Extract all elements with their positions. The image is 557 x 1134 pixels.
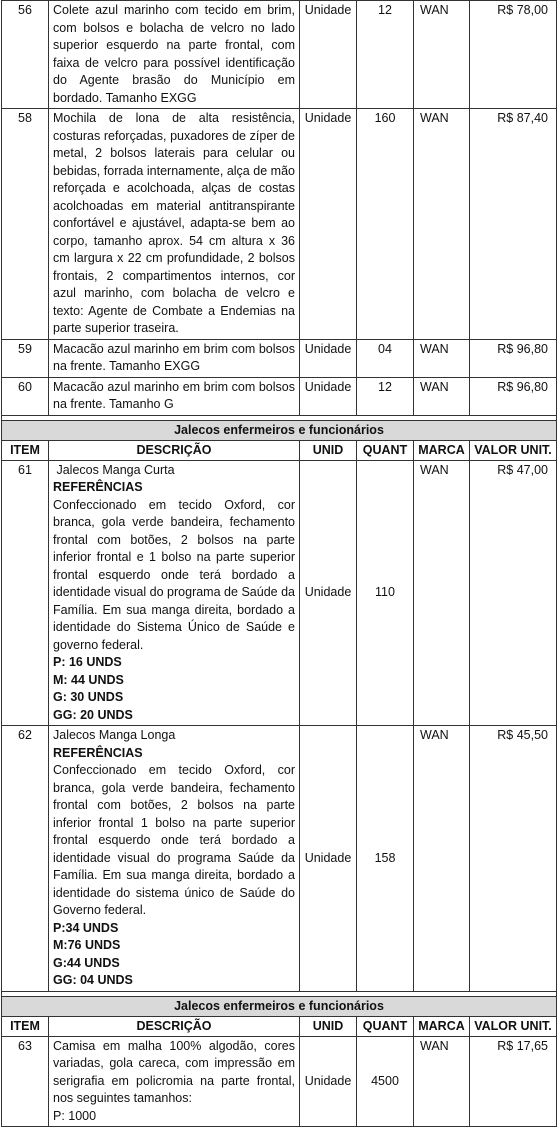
item-number: 59 <box>2 339 49 377</box>
item-number: 56 <box>2 1 49 109</box>
table-row <box>2 726 557 992</box>
item-brand: WAN <box>414 726 470 992</box>
item-brand: WAN <box>414 109 470 340</box>
table-row <box>2 377 557 415</box>
header-quantity: QUANT <box>357 440 414 460</box>
table-row <box>2 339 557 377</box>
table-row <box>2 1036 557 1127</box>
item-unit-price: R$ 96,80 <box>470 377 557 415</box>
item-number: 63 <box>2 1036 49 1127</box>
column-header-row <box>2 1016 557 1036</box>
item-number: 62 <box>2 726 49 992</box>
item-description: Macacão azul marinho em brim com bolsos na frente. Tamanho G <box>49 377 300 415</box>
header-description: DESCRIÇÃO <box>49 1016 300 1036</box>
table-row <box>2 109 557 340</box>
item-description <box>49 460 300 726</box>
item-unit: Unidade <box>300 339 357 377</box>
item-unit: Unidade <box>300 1 357 109</box>
column-header-row <box>2 440 557 460</box>
size-line: M: 44 UNDS <box>53 672 124 687</box>
header-unit: UNID <box>300 1016 357 1036</box>
size-line: P: 16 UNDS <box>53 655 122 669</box>
item-title: Jalecos Manga Longa <box>53 728 176 742</box>
header-unit-price: VALOR UNIT. <box>470 440 557 460</box>
item-body: Camisa em malha 100% algodão, cores variadas, gola careca, com impressão em serigrafia em policromia na parte frontal, nos seguintes tamanhos: <box>53 1038 295 1105</box>
section-header <box>2 420 557 440</box>
size-line: M:76 UNDS <box>53 938 121 952</box>
item-unit-price: R$ 17,65 <box>470 1036 557 1127</box>
item-unit-price: R$ 45,50 <box>470 726 557 992</box>
size-line: P: 1000 <box>53 1108 97 1123</box>
item-description: Mochila de lona de alta resistência, costuras reforçadas, puxadores de zíper de metal, 2 bolsos laterais para celular ou bebidas, forrada internamente, alça de mão reforçada e acolchoada, alças de costas acolchoadas em material antitranspirante confortável e ajustável, adapta-se bem ao corpo, tamanho aprox. 54 cm altura x 36 cm largura x 22 cm profundidade, 2 bolsos frontais, 2 compartimentos internos, cor azul marinho, com bolacha de velcro e texto: Agente de Combate a Endemias na parte superior traseira. <box>49 109 300 340</box>
header-description: DESCRIÇÃO <box>49 440 300 460</box>
item-unit: Unidade <box>300 1036 357 1127</box>
item-unit-price: R$ 96,80 <box>470 339 557 377</box>
size-line: G:44 UNDS <box>53 955 120 970</box>
header-unit-price: VALOR UNIT. <box>470 1016 557 1036</box>
item-unit-price: R$ 87,40 <box>470 109 557 340</box>
header-unit: UNID <box>300 440 357 460</box>
size-line: GG: 04 UNDS <box>53 973 133 987</box>
item-quantity: 4500 <box>357 1036 414 1127</box>
item-body: Confeccionado em tecido Oxford, cor branca, gola verde bandeira, fechamento frontal com botões, 2 bolsos na parte inferior frontal 1 bolso na parte superior frontal esquerdo onde terá bordado a identidade visual do programa Saúde da Família. Em sua manga direita, bordado a identidade do sistema único de Saúde do Governo federal. <box>53 763 295 917</box>
item-unit: Unidade <box>300 726 357 992</box>
item-brand: WAN <box>414 1036 470 1127</box>
item-unit-price: R$ 47,00 <box>470 460 557 726</box>
header-item: ITEM <box>2 440 49 460</box>
item-quantity: 160 <box>357 109 414 340</box>
item-brand: WAN <box>414 1 470 109</box>
item-number: 58 <box>2 109 49 340</box>
references-label: REFERÊNCIAS <box>53 745 143 760</box>
item-brand: WAN <box>414 339 470 377</box>
item-description: Macacão azul marinho em brim com bolsos na frente. Tamanho EXGG <box>49 339 300 377</box>
item-description <box>49 1036 300 1127</box>
item-unit: Unidade <box>300 377 357 415</box>
section-title: Jalecos enfermeiros e funcionários <box>2 996 557 1016</box>
item-unit: Unidade <box>300 460 357 726</box>
item-quantity: 12 <box>357 377 414 415</box>
table-row <box>2 460 557 726</box>
item-quantity: 110 <box>357 460 414 726</box>
item-brand: WAN <box>414 460 470 726</box>
price-table <box>1 0 557 1127</box>
size-line: GG: 20 UNDS <box>53 707 133 722</box>
item-title: Jalecos Manga Curta <box>53 462 175 477</box>
header-brand: MARCA <box>414 1016 470 1036</box>
size-line: P:34 UNDS <box>53 920 119 935</box>
item-number: 60 <box>2 377 49 415</box>
item-quantity: 12 <box>357 1 414 109</box>
item-unit: Unidade <box>300 109 357 340</box>
header-brand: MARCA <box>414 440 470 460</box>
header-quantity: QUANT <box>357 1016 414 1036</box>
section-header <box>2 996 557 1016</box>
item-body: Confeccionado em tecido Oxford, cor branca, gola verde bandeira, fechamento frontal com botões, 2 bolsos na parte inferior frontal e 1 bolso na parte superior frontal esquerdo onde terá bordado a identidade visual do programa de Saúde da Família. Em sua manga direita, bordado a identidade do Sistema Único de Saúde e governo federal. <box>53 497 295 652</box>
header-item: ITEM <box>2 1016 49 1036</box>
references-label: REFERÊNCIAS <box>53 480 143 494</box>
item-unit-price: R$ 78,00 <box>470 1 557 109</box>
item-number: 61 <box>2 460 49 726</box>
item-quantity: 04 <box>357 339 414 377</box>
item-description <box>49 726 300 992</box>
size-line: G: 30 UNDS <box>53 690 124 704</box>
item-description: Colete azul marinho com tecido em brim, com bolsos e bolacha de velcro no lado superior esquerdo na parte frontal, com faixa de velcro para possível identificação do Agente brasão do Município em bordado. Tamanho EXGG <box>49 1 300 109</box>
table-row <box>2 1 557 109</box>
item-brand: WAN <box>414 377 470 415</box>
item-quantity: 158 <box>357 726 414 992</box>
section-title: Jalecos enfermeiros e funcionários <box>2 420 557 440</box>
